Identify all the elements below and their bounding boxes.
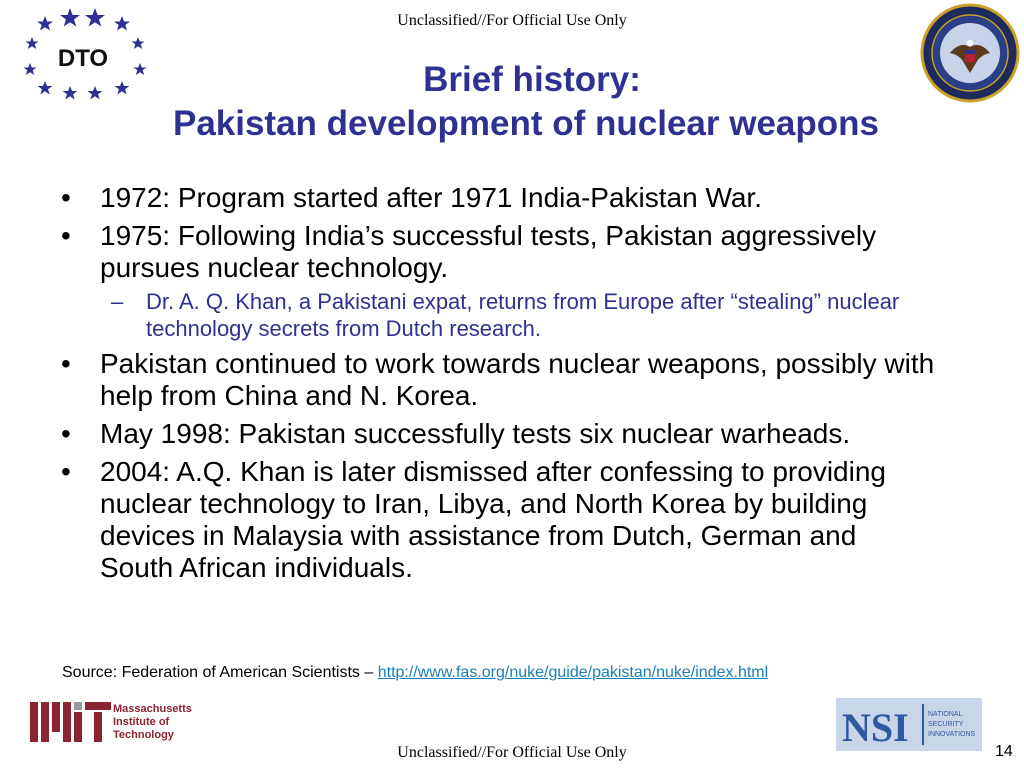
- page-number: 14: [995, 743, 1013, 760]
- bullet-text: 2004: A.Q. Khan is later dismissed after confessing to providing nuclear technology to Iran, Libya, and North Korea by building devices in Malaysia with assistance from Dutch, German and South African individuals.: [100, 456, 886, 583]
- mit-logo-line: Institute of: [113, 716, 170, 728]
- sub-bullet-text: Dr. A. Q. Khan, a Pakistani expat, returns from Europe after “stealing” nuclear technology secrets from Dutch research.: [146, 289, 900, 341]
- classification-banner-bottom: Unclassified//For Official Use Only: [397, 744, 627, 761]
- source-prefix: Source: Federation of American Scientists –: [62, 664, 378, 681]
- dto-logo-text: DTO: [57, 45, 109, 72]
- bullet-item: [55, 182, 935, 214]
- bullet-list: [55, 182, 935, 590]
- sub-bullet-item: [55, 288, 935, 342]
- classification-banner-top: Unclassified//For Official Use Only: [397, 12, 627, 29]
- bullet-text: Pakistan continued to work towards nuclear weapons, possibly with help from China and N. Korea.: [100, 348, 935, 411]
- bullet-symbol: •: [61, 456, 71, 487]
- bullet-symbol: •: [61, 182, 71, 213]
- bullet-text: 1975: Following India’s successful tests, Pakistan aggressively pursues nuclear technology.: [100, 220, 877, 283]
- nsi-logo-side-line: NATIONAL: [928, 711, 963, 718]
- bullet-text: May 1998: Pakistan successfully tests six nuclear warheads.: [100, 418, 851, 449]
- bullet-item: [55, 348, 935, 412]
- bullet-symbol: •: [61, 220, 71, 251]
- nsi-logo-side-line: INNOVATIONS: [928, 731, 976, 738]
- bullet-symbol: •: [61, 418, 71, 449]
- source-citation: [62, 664, 768, 682]
- slide-title-line-1: Brief history:: [423, 60, 641, 99]
- nsi-logo-side-line: SECURITY: [928, 721, 964, 728]
- mit-logo-text: [113, 703, 192, 742]
- bullet-item: [55, 418, 935, 450]
- slide-title-line-2: Pakistan development of nuclear weapons: [172, 104, 880, 143]
- nsi-logo-main: NSI: [842, 705, 909, 750]
- sub-bullet-symbol: –: [111, 289, 124, 314]
- bullet-item: [55, 456, 935, 584]
- bullet-symbol: •: [61, 348, 71, 379]
- mit-logo-line: Technology: [113, 729, 174, 741]
- bullet-item: [55, 220, 935, 284]
- mit-logo-line: Massachusetts: [113, 703, 192, 715]
- bullet-text: 1972: Program started after 1971 India-Pakistan War.: [100, 182, 762, 213]
- source-link[interactable]: http://www.fas.org/nuke/guide/pakistan/nuke/index.html: [377, 664, 769, 681]
